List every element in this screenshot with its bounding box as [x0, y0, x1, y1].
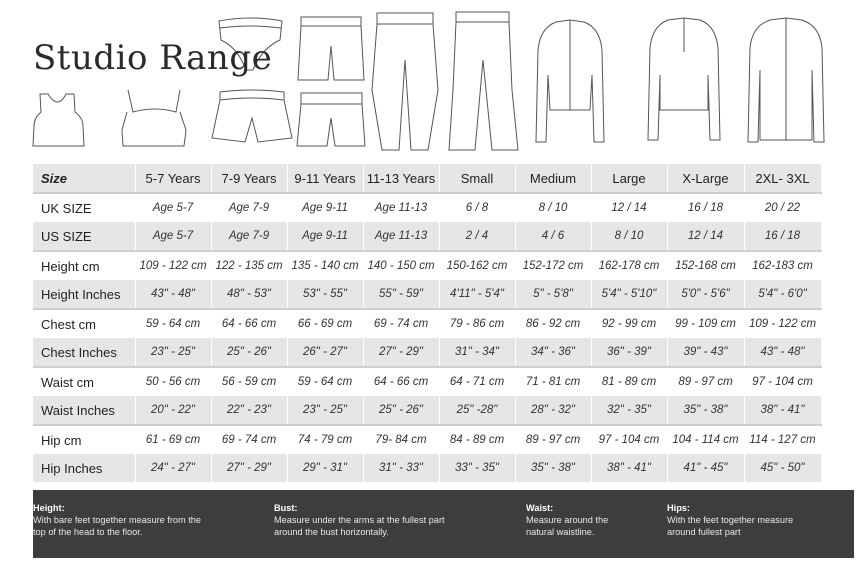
row-label: UK SIZE	[33, 193, 135, 222]
row-label: US SIZE	[33, 222, 135, 251]
guide-text: Measure around the	[526, 515, 609, 525]
table-cell: 162-178 cm	[591, 251, 667, 280]
table-cell: 39" - 43"	[667, 338, 744, 367]
table-cell: 86 - 92 cm	[515, 309, 591, 338]
table-row	[33, 425, 821, 454]
guide-hips	[667, 502, 793, 538]
guide-text: around fullest part	[667, 527, 741, 537]
table-cell: 35" - 38"	[667, 396, 744, 425]
guide-heading: Waist:	[526, 503, 554, 513]
table-cell: 71 - 81 cm	[515, 367, 591, 396]
table-header-row	[33, 164, 821, 193]
table-cell: 97 - 104 cm	[744, 367, 821, 396]
table-cell: 38" - 41"	[591, 454, 667, 482]
row-label: Hip cm	[33, 425, 135, 454]
table-cell: 29" - 31"	[287, 454, 363, 482]
table-cell: 89 - 97 cm	[667, 367, 744, 396]
table-cell: 99 - 109 cm	[667, 309, 744, 338]
table-cell: 64 - 71 cm	[439, 367, 515, 396]
row-label: Height Inches	[33, 280, 135, 309]
shorts-icon	[212, 90, 292, 142]
table-cell: 4'11" - 5'4"	[439, 280, 515, 309]
table-cell: 89 - 97 cm	[515, 425, 591, 454]
table-row	[33, 251, 821, 280]
flare-pants-icon	[449, 12, 518, 150]
table-cell: 12 / 14	[667, 222, 744, 251]
table-cell: 27" - 29"	[211, 454, 287, 482]
table-cell: Age 7-9	[211, 193, 287, 222]
table-cell: 20" - 22"	[135, 396, 211, 425]
table-cell: 5'4" - 5'10"	[591, 280, 667, 309]
table-cell: 4 / 6	[515, 222, 591, 251]
table-cell: 36" - 39"	[591, 338, 667, 367]
garment-illustrations	[0, 0, 859, 160]
table-row	[33, 367, 821, 396]
table-cell: 140 - 150 cm	[363, 251, 439, 280]
table-cell: 20 / 22	[744, 193, 821, 222]
table-cell: 66 - 69 cm	[287, 309, 363, 338]
table-cell: 162-183 cm	[744, 251, 821, 280]
row-label: Chest Inches	[33, 338, 135, 367]
crop-top-icon	[33, 94, 84, 146]
table-cell: 61 - 69 cm	[135, 425, 211, 454]
table-cell: 22" - 23"	[211, 396, 287, 425]
table-cell: Age 9-11	[287, 222, 363, 251]
table-cell: 28" - 32"	[515, 396, 591, 425]
guide-waist	[526, 502, 608, 538]
guide-height	[33, 502, 201, 538]
table-cell: 43" - 48"	[744, 338, 821, 367]
table-cell: Age 5-7	[135, 222, 211, 251]
row-label: Chest cm	[33, 309, 135, 338]
table-cell: 5'0" - 5'6"	[667, 280, 744, 309]
table-cell: 79- 84 cm	[363, 425, 439, 454]
guide-text: With bare feet together measure from the	[33, 515, 202, 525]
table-cell: 2 / 4	[439, 222, 515, 251]
table-cell: 5" - 5'8"	[515, 280, 591, 309]
table-cell: 45" - 50"	[744, 454, 821, 482]
table-row	[33, 280, 821, 309]
table-cell: Age 5-7	[135, 193, 211, 222]
table-row	[33, 454, 821, 482]
bike-shorts-icon	[298, 17, 364, 80]
table-cell: 25" - 26"	[211, 338, 287, 367]
table-row	[33, 396, 821, 425]
table-cell: 31" - 34"	[439, 338, 515, 367]
table-cell: 41" - 45"	[667, 454, 744, 482]
size-column-header: 2XL- 3XL	[744, 164, 821, 193]
table-cell: 16 / 18	[744, 222, 821, 251]
table-cell: 122 - 135 cm	[211, 251, 287, 280]
table-cell: 81 - 89 cm	[591, 367, 667, 396]
row-label: Waist Inches	[33, 396, 135, 425]
table-cell: 26" - 27"	[287, 338, 363, 367]
table-cell: 152-168 cm	[667, 251, 744, 280]
guide-bust	[274, 502, 445, 538]
table-cell: 23" - 25"	[287, 396, 363, 425]
table-cell: 48" - 53"	[211, 280, 287, 309]
size-column-header: X-Large	[667, 164, 744, 193]
row-label: Waist cm	[33, 367, 135, 396]
table-cell: 92 - 99 cm	[591, 309, 667, 338]
table-cell: 152-172 cm	[515, 251, 591, 280]
table-cell: Age 11-13	[363, 222, 439, 251]
size-header-label: Size	[33, 164, 135, 193]
size-column-header: 5-7 Years	[135, 164, 211, 193]
guide-text: natural waistline.	[526, 527, 595, 537]
table-cell: 104 - 114 cm	[667, 425, 744, 454]
guide-text: Measure under the arms at the fullest part	[274, 515, 445, 525]
table-cell: 23" - 25"	[135, 338, 211, 367]
table-cell: 5'4" - 6'0"	[744, 280, 821, 309]
table-cell: 109 - 122 cm	[744, 309, 821, 338]
table-cell: 33" - 35"	[439, 454, 515, 482]
guide-heading: Height:	[33, 503, 65, 513]
table-cell: 59 - 64 cm	[287, 367, 363, 396]
table-cell: 8 / 10	[591, 222, 667, 251]
table-cell: Age 11-13	[363, 193, 439, 222]
table-row	[33, 222, 821, 251]
size-column-header: Large	[591, 164, 667, 193]
table-cell: 135 - 140 cm	[287, 251, 363, 280]
size-column-header: 7-9 Years	[211, 164, 287, 193]
table-cell: 79 - 86 cm	[439, 309, 515, 338]
long-zip-jacket-icon	[748, 18, 824, 142]
table-cell: 8 / 10	[515, 193, 591, 222]
table-cell: 34" - 36"	[515, 338, 591, 367]
table-row	[33, 309, 821, 338]
table-cell: 55" - 59"	[363, 280, 439, 309]
table-cell: 53" - 55"	[287, 280, 363, 309]
table-cell: 114 - 127 cm	[744, 425, 821, 454]
table-cell: 25" -28"	[439, 396, 515, 425]
leggings-icon	[372, 13, 438, 150]
table-cell: 69 - 74 cm	[363, 309, 439, 338]
guide-text: top of the head to the floor.	[33, 527, 143, 537]
table-cell: 69 - 74 cm	[211, 425, 287, 454]
table-cell: 32" - 35"	[591, 396, 667, 425]
guide-heading: Bust:	[274, 503, 298, 513]
row-label: Hip Inches	[33, 454, 135, 482]
table-cell: 27" - 29"	[363, 338, 439, 367]
table-cell: 59 - 64 cm	[135, 309, 211, 338]
table-cell: Age 7-9	[211, 222, 287, 251]
table-cell: 56 - 59 cm	[211, 367, 287, 396]
size-column-header: Small	[439, 164, 515, 193]
table-cell: 24" - 27"	[135, 454, 211, 482]
table-cell: 84 - 89 cm	[439, 425, 515, 454]
measurement-guide	[33, 490, 854, 558]
table-cell: Age 9-11	[287, 193, 363, 222]
zip-jacket-icon	[536, 20, 604, 142]
table-cell: 35" - 38"	[515, 454, 591, 482]
table-cell: 38" - 41"	[744, 396, 821, 425]
size-chart-table	[33, 164, 822, 482]
table-cell: 109 - 122 cm	[135, 251, 211, 280]
guide-heading: Hips:	[667, 503, 690, 513]
size-column-header: Medium	[515, 164, 591, 193]
size-column-header: 9-11 Years	[287, 164, 363, 193]
guide-text: around the bust horizontally.	[274, 527, 389, 537]
table-cell: 43" - 48"	[135, 280, 211, 309]
table-cell: 74 - 79 cm	[287, 425, 363, 454]
table-cell: 25" - 26"	[363, 396, 439, 425]
half-zip-top-icon	[648, 18, 720, 140]
row-label: Height cm	[33, 251, 135, 280]
guide-text: With the feet together measure	[667, 515, 794, 525]
short-shorts-icon	[297, 93, 365, 146]
table-cell: 16 / 18	[667, 193, 744, 222]
table-cell: 150-162 cm	[439, 251, 515, 280]
table-cell: 64 - 66 cm	[211, 309, 287, 338]
table-cell: 64 - 66 cm	[363, 367, 439, 396]
page-title: Studio Range	[33, 38, 273, 78]
table-cell: 50 - 56 cm	[135, 367, 211, 396]
table-cell: 6 / 8	[439, 193, 515, 222]
table-row	[33, 338, 821, 367]
table-row	[33, 193, 821, 222]
table-cell: 31" - 33"	[363, 454, 439, 482]
size-column-header: 11-13 Years	[363, 164, 439, 193]
table-cell: 97 - 104 cm	[591, 425, 667, 454]
table-cell: 12 / 14	[591, 193, 667, 222]
bralette-icon	[122, 90, 186, 146]
